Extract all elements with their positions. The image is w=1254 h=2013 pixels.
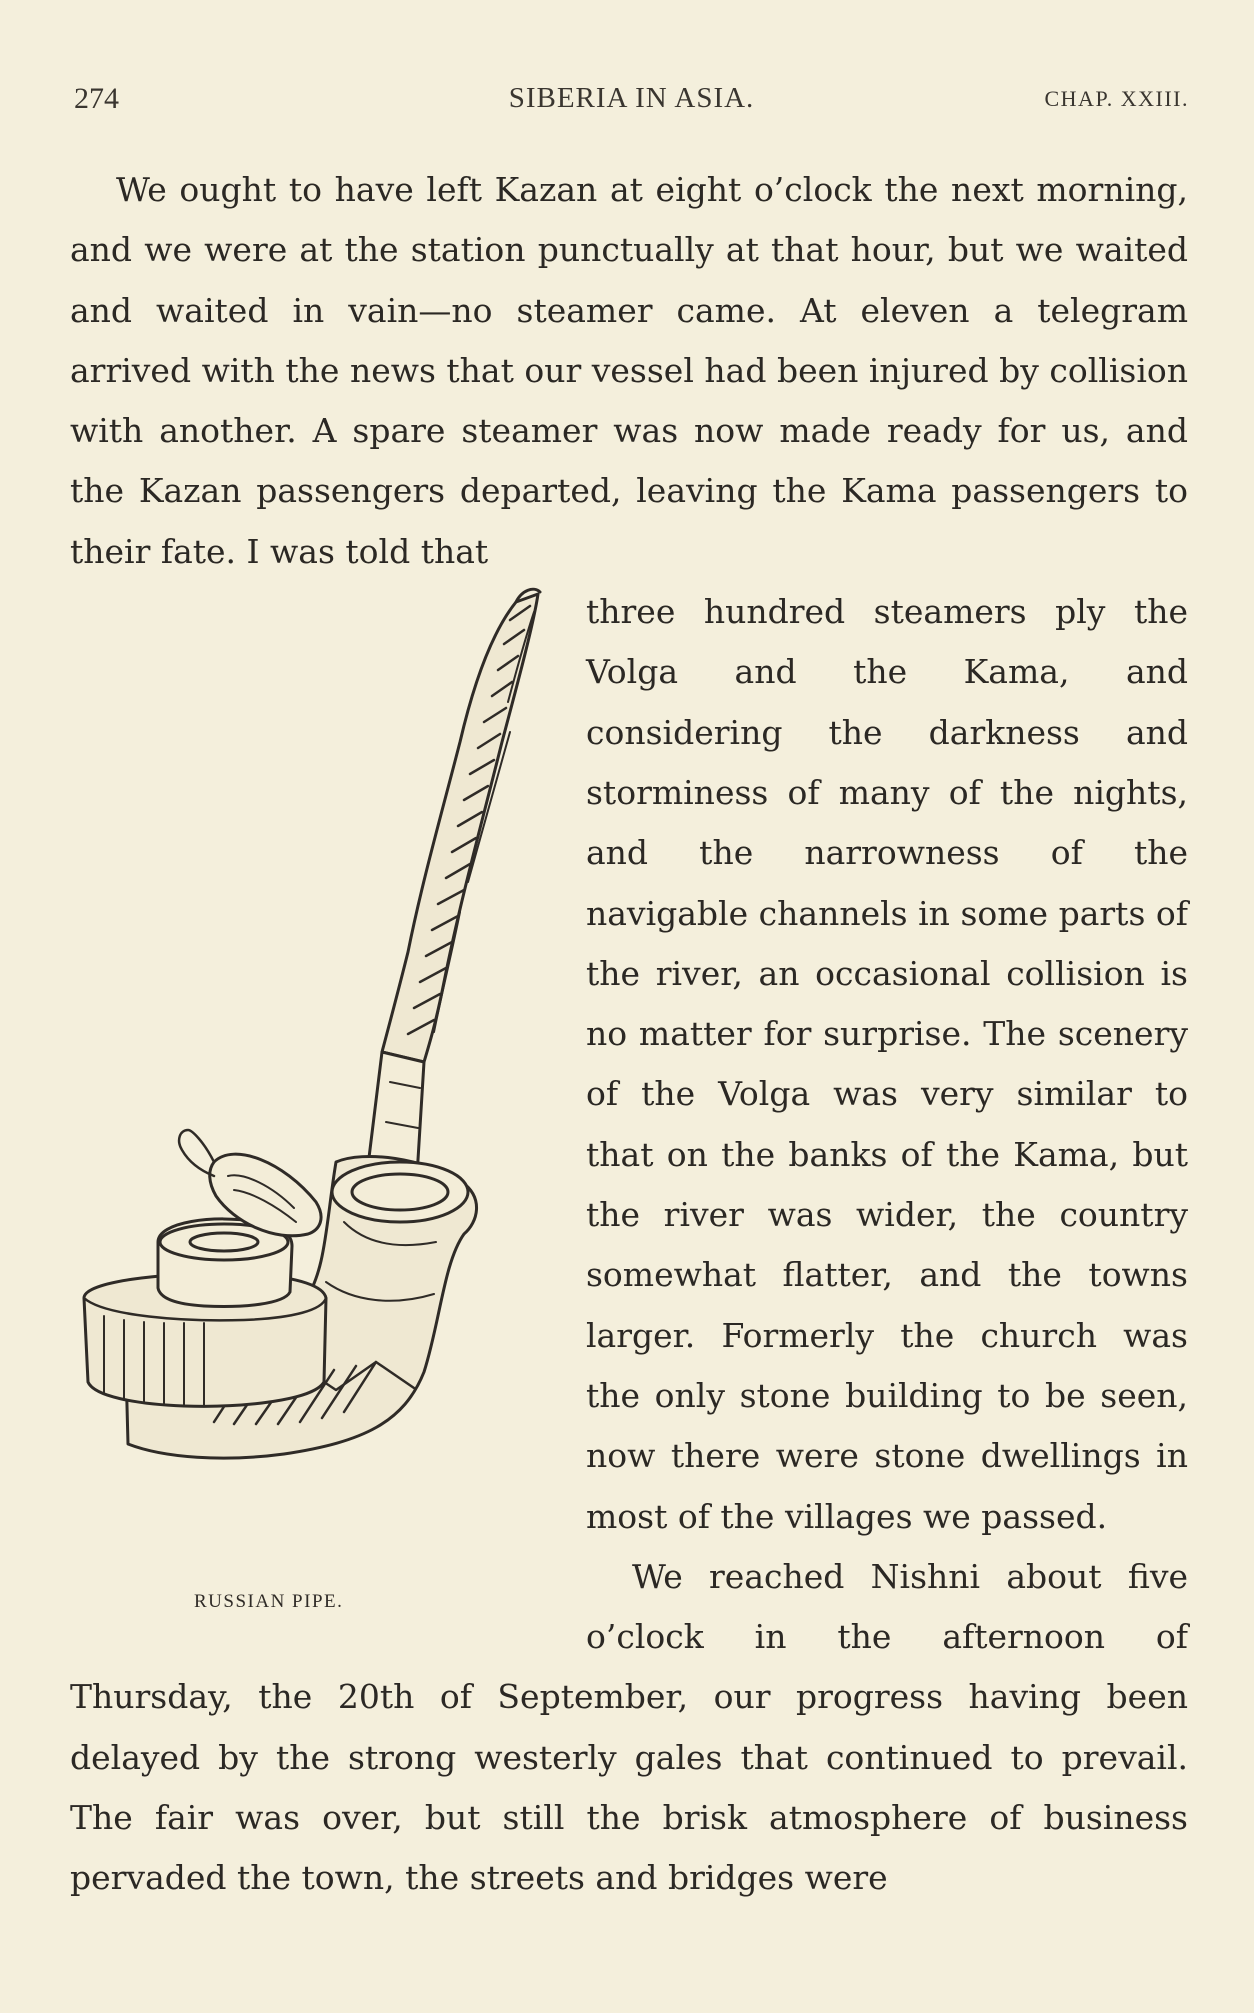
- russian-pipe-figure: [64, 582, 572, 1613]
- chapter-label: CHAP. XXIII.: [1044, 86, 1189, 111]
- paragraph-1-text: We ought to have left Kazan at eight o’clock the next morning, and we were at the station punctually at that hour, but we waited and waited in vain—no steamer came. At eleven a telegram arrived with the news that our vessel had been injured by collision with another. A spare steamer was now made ready for us, and the Kazan passengers departed, leaving the Kama passengers to their fate. I was told that: [70, 170, 1188, 571]
- running-header: [74, 82, 1189, 122]
- paragraph-3-text: We reached Nishni about five o’clock in the afternoon of Thursday, the 20th of September, our progress having been delayed by the strong westerly gales that continued to prevail. The fair was over, but still the brisk atmosphere of business pervaded the town, the streets and bridges were: [70, 1556, 1188, 1898]
- page-number: 274: [74, 82, 119, 115]
- paragraph-1: [70, 160, 1188, 582]
- page-body: [70, 160, 1188, 1909]
- russian-pipe-illustration-icon: [64, 582, 572, 1562]
- paragraph-2-text: three hundred steamers ply the Volga and the Kama, and considering the darkness and storminess of many of the nights, and the narrowness of the navigable channels in some parts of the river, an occasional collision is no matter for surprise. The scenery of the Volga was very similar to that on the banks of the Kama, but the river was wider, the country somewhat flatter, and the towns larger. Formerly the church was the only stone building to be seen, now there were stone dwellings in most of the villages we passed.: [586, 592, 1188, 1536]
- running-title: SIBERIA IN ASIA.: [508, 82, 755, 114]
- figure-caption: RUSSIAN PIPE.: [194, 1591, 344, 1613]
